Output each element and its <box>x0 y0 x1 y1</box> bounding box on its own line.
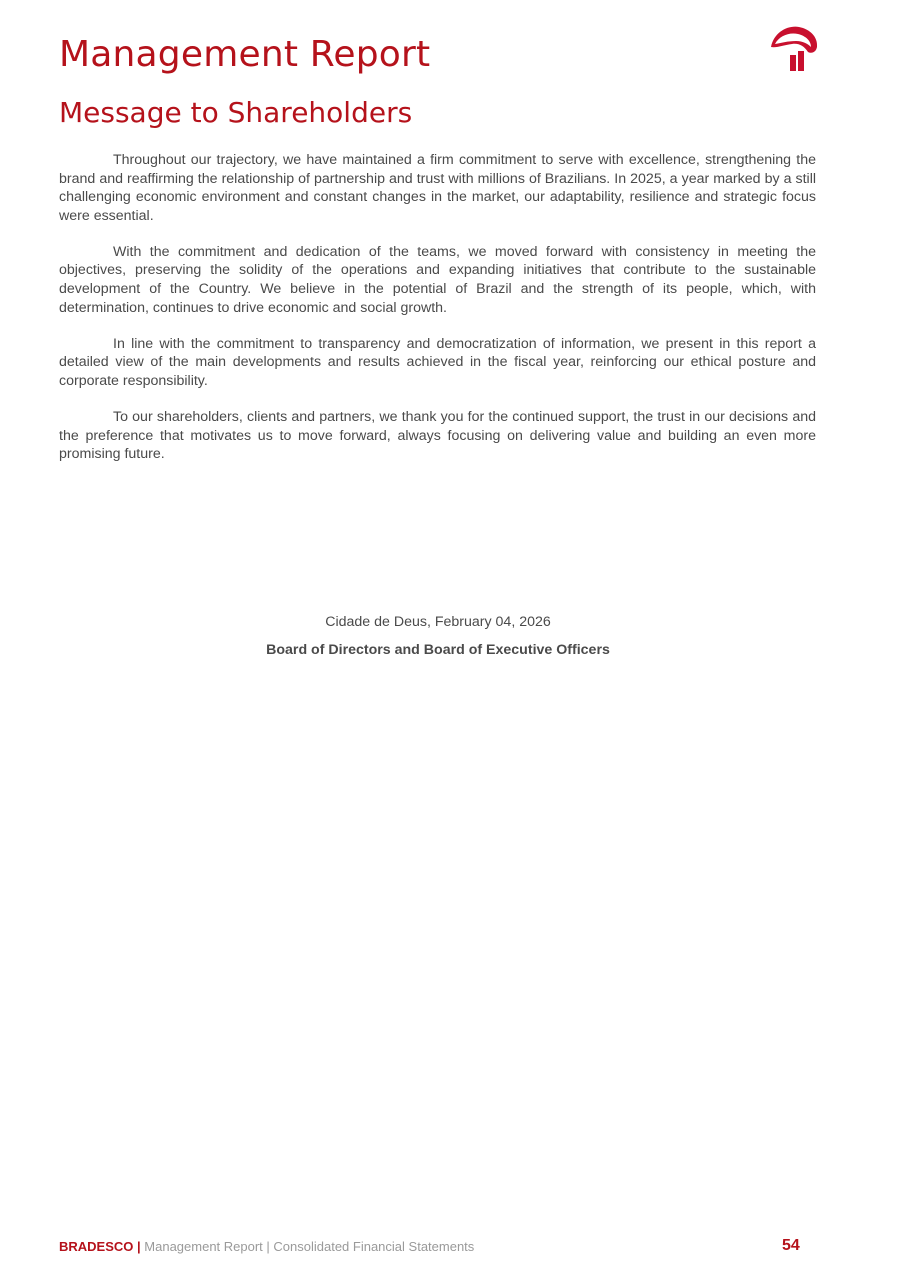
paragraph-2: With the commitment and dedication of the teams, we moved forward with consistency in meeting the objectives, preserving the solidity of the operations and expanding initiatives that contribute to the sustainable development of the Country. We believe in the potential of Brazil and the strength of its people, which, with determination, continues to drive economic and social growth. <box>59 243 816 316</box>
bradesco-logo-icon <box>766 22 820 74</box>
footer-brand: BRADESCO <box>59 1239 134 1254</box>
page-number: 54 <box>782 1237 800 1254</box>
signature: Board of Directors and Board of Executive Officers <box>266 642 610 658</box>
message-body <box>59 151 816 481</box>
report-title: Management Report <box>59 34 431 75</box>
paragraph-3: In line with the commitment to transparency and democratization of information, we present in this report a detailed view of the main developments and results achieved in the fiscal year, reinforcing our ethical posture and corporate responsibility. <box>59 335 816 389</box>
section-title: Message to Shareholders <box>59 96 413 129</box>
footer-separator: | <box>137 1239 141 1254</box>
paragraph-1: Throughout our trajectory, we have maintained a firm commitment to serve with excellence, strengthening the brand and reaffirming the relationship of partnership and trust with millions of Brazilians. In 2025, a year marked by a still challenging economic environment and constant changes in the market, our adaptability, resilience and strategic focus were essential. <box>59 152 816 224</box>
paragraph-4: To our shareholders, clients and partners, we thank you for the continued support, the trust in our decisions and the preference that motivates us to move forward, always focusing on delivering value and building an even more promising future. <box>59 409 816 463</box>
footer-text: Management Report | Consolidated Financial Statements <box>140 1239 475 1254</box>
place-date: Cidade de Deus, February 04, 2026 <box>325 614 551 630</box>
footer <box>59 1239 474 1254</box>
